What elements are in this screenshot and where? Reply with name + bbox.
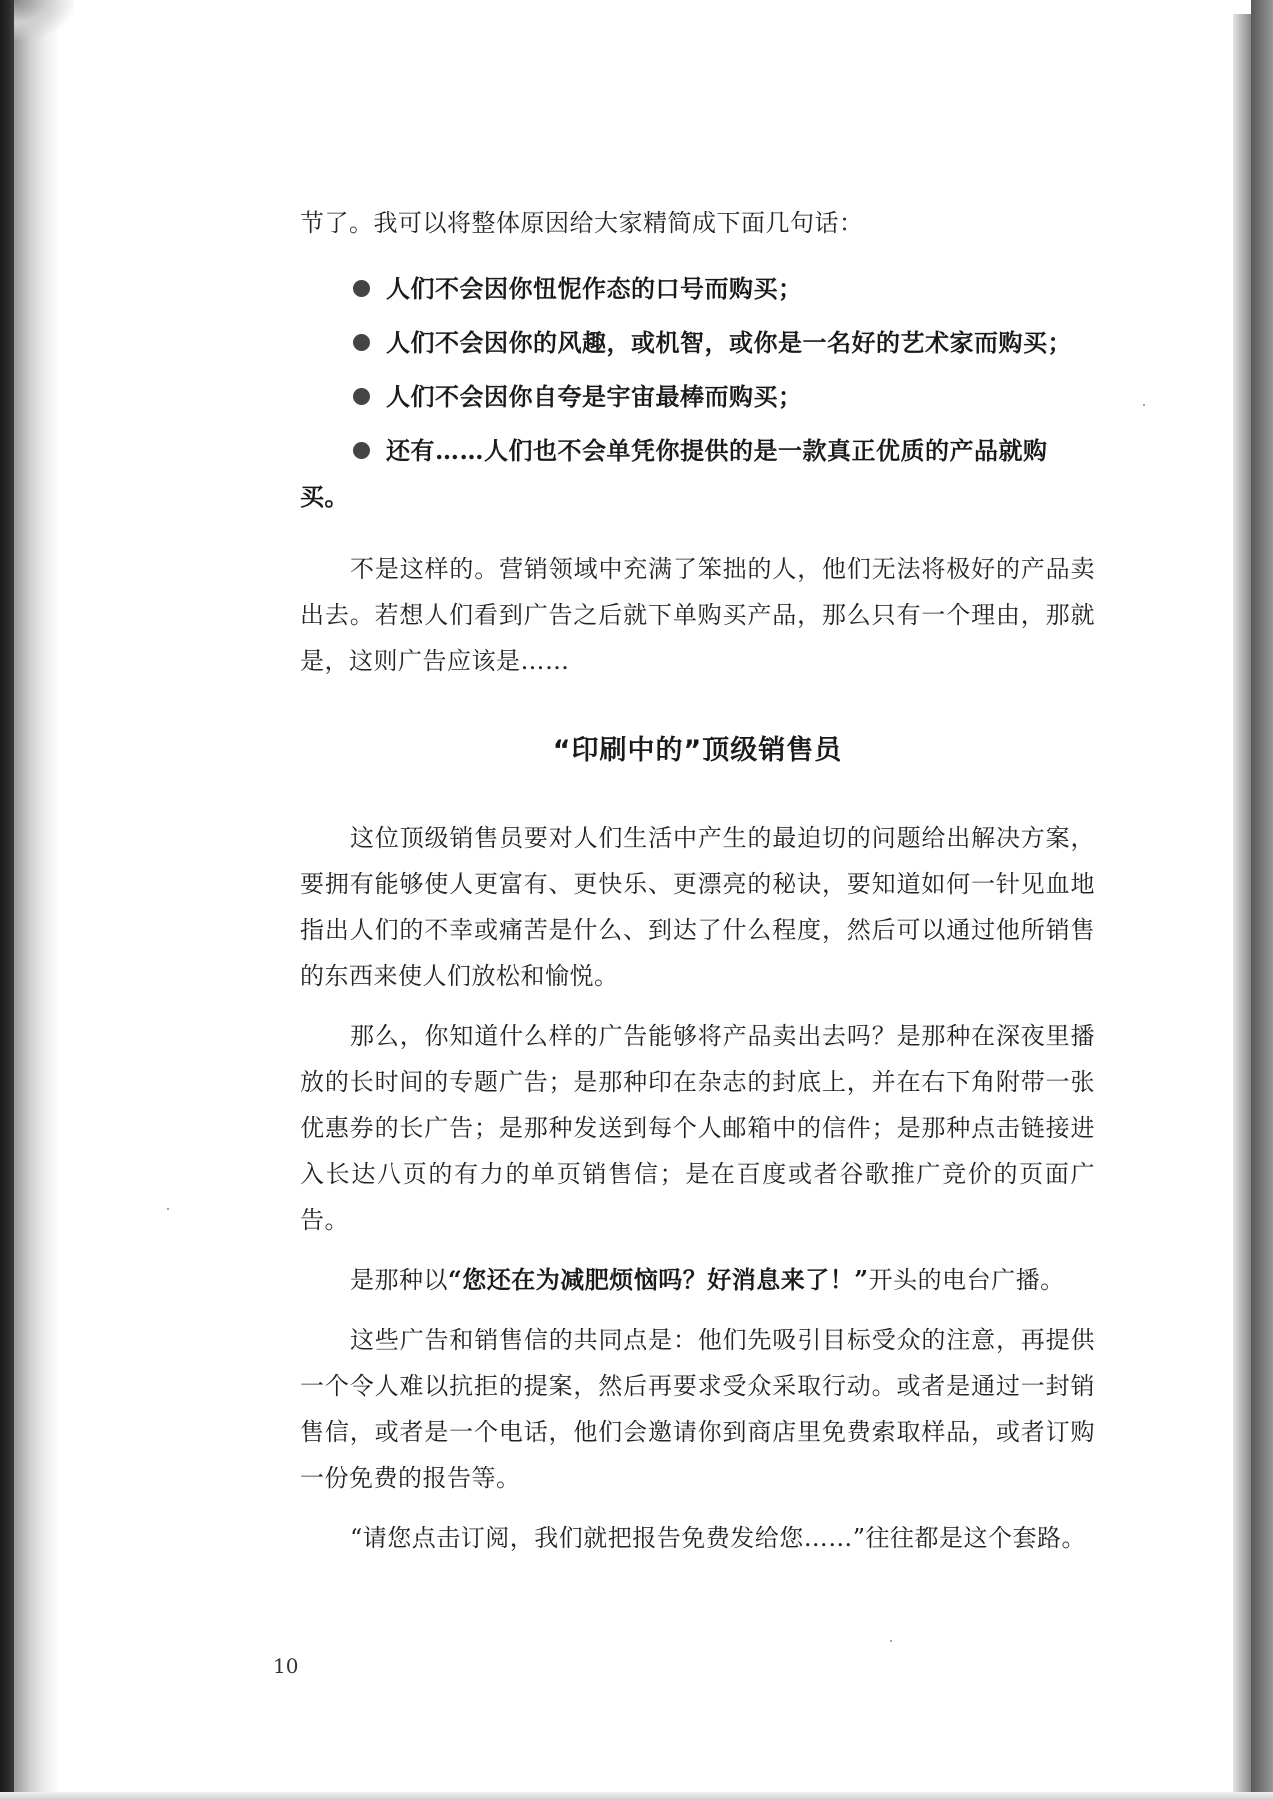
bullet-item — [300, 320, 1095, 366]
scan-corner-shadow — [14, 0, 74, 40]
bullet-dot-icon — [353, 334, 370, 351]
radio-ad-quote: “您还在为减肥烦恼吗？好消息来了！” — [448, 1265, 869, 1294]
page-number: 10 — [273, 1654, 299, 1678]
paragraph: 这些广告和销售信的共同点是：他们先吸引目标受众的注意，再提供一个令人难以抗拒的提案，然后再要求受众采取行动。或者是通过一封销售信，或者是一个电话，他们会邀请你到商店里免费索取样品，或者订购一份免费的报告等。 — [300, 1326, 1095, 1492]
bullet-dot-icon — [353, 280, 370, 297]
scan-speck — [890, 1640, 892, 1642]
bullet-text: 人们不会因你忸怩作态的口号而购买； — [386, 274, 803, 303]
bullet-text: 还有……人们也不会单凭你提供的是一款真正优质的产品就购买。 — [300, 436, 1048, 511]
paragraph: 那么，你知道什么样的广告能够将产品卖出去吗？是那种在深夜里播放的长时间的专题广告；是那种印在杂志的封底上，并在右下角附带一张优惠券的长广告；是那种发送到每个人邮箱中的信件；是那种点击链接进入长达八页的有力的单页销售信；是在百度或者谷歌推广竞价的页面广告。 — [300, 1022, 1095, 1234]
bullet-dot-icon — [353, 442, 370, 459]
bullet-item — [300, 374, 1095, 420]
scan-speck — [1143, 404, 1145, 406]
bullet-item — [300, 266, 1095, 312]
bullet-item — [300, 428, 1095, 520]
page-body — [300, 200, 1095, 1561]
scan-right-shadow — [1233, 14, 1251, 1800]
scan-speck — [167, 1208, 169, 1210]
scan-right-edge — [1251, 0, 1273, 1800]
paragraph-suffix: 开头的电台广播。 — [868, 1266, 1065, 1294]
bullet-text: 人们不会因你自夸是宇宙最棒而购买； — [386, 382, 803, 411]
bullet-dot-icon — [353, 388, 370, 405]
paragraph-prefix: 是那种以 — [350, 1266, 448, 1294]
paragraph — [300, 1257, 1095, 1303]
scan-left-edge — [0, 0, 14, 1800]
intro-line: 节了。我可以将整体原因给大家精简成下面几句话： — [300, 209, 864, 237]
scan-bottom-edge — [0, 1792, 1273, 1800]
section-title: “印刷中的”顶级销售员 — [552, 735, 843, 766]
paragraph: “请您点击订阅，我们就把报告免费发给您……”往往都是这个套路。 — [350, 1524, 1087, 1552]
paragraph: 不是这样的。营销领域中充满了笨拙的人，他们无法将极好的产品卖出去。若想人们看到广告之后就下单购买产品，那么只有一个理由，那就是，这则广告应该是…… — [300, 555, 1095, 675]
scan-left-shadow — [14, 0, 60, 1800]
bullet-text: 人们不会因你的风趣，或机智，或你是一名好的艺术家而购买； — [386, 328, 1072, 357]
paragraph: 这位顶级销售员要对人们生活中产生的最迫切的问题给出解决方案，要拥有能够使人更富有、更快乐、更漂亮的秘诀，要知道如何一针见血地指出人们的不幸或痛苦是什么、到达了什么程度，然后可以通过他所销售的东西来使人们放松和愉悦。 — [300, 824, 1095, 990]
bullet-list — [300, 266, 1095, 520]
